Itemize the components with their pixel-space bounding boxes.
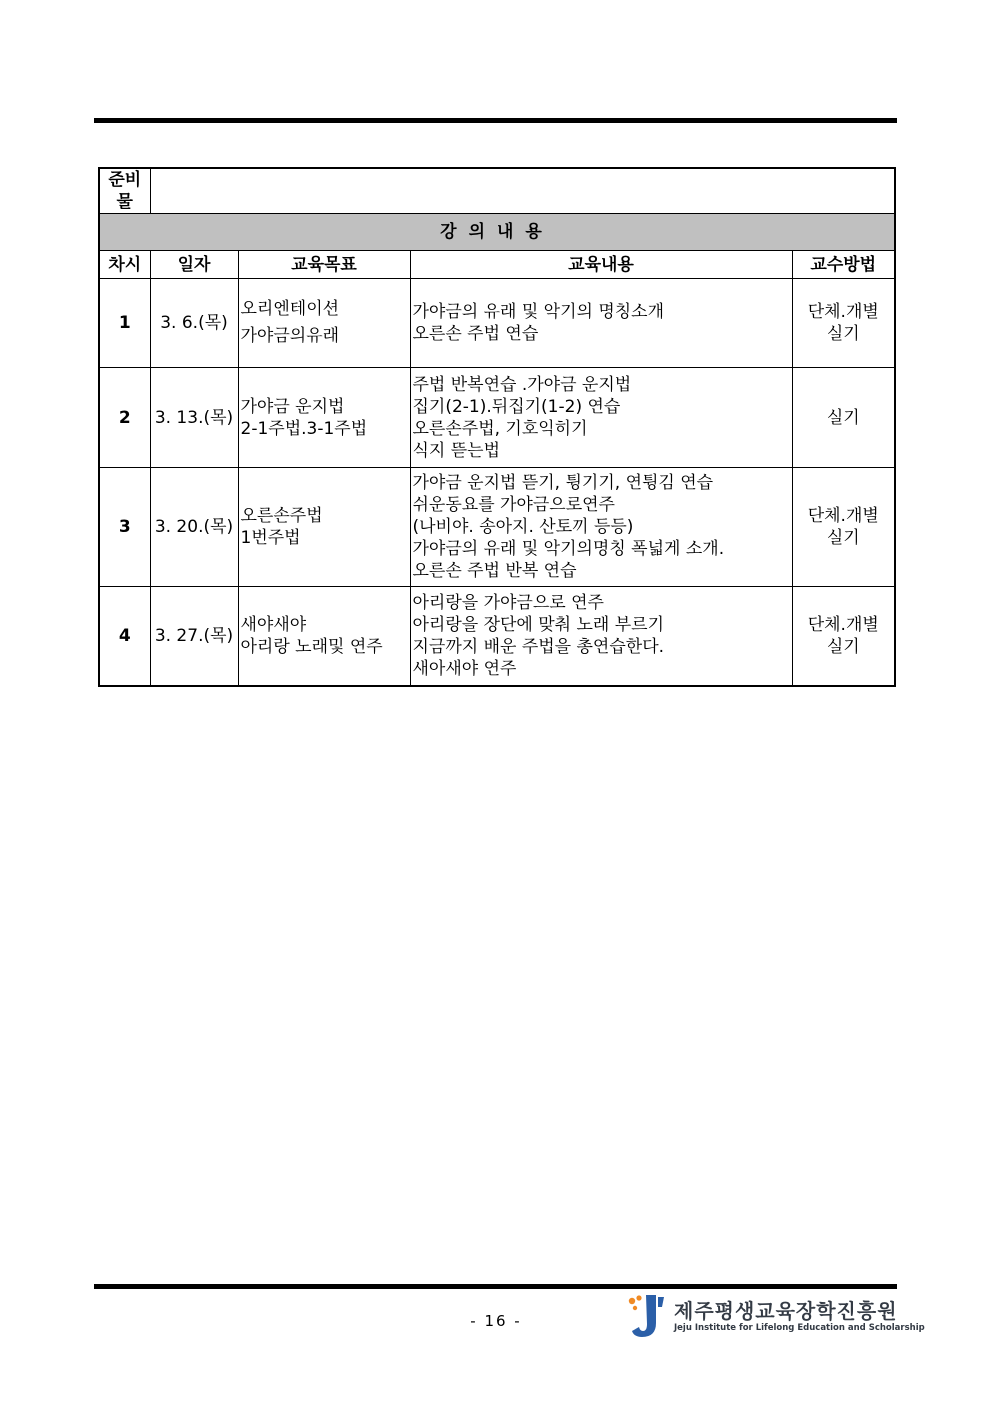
content-line: 오른손 주법 반복 연습 xyxy=(412,561,577,581)
session-goal xyxy=(238,279,410,368)
page-number: - 16 - xyxy=(470,1312,522,1330)
content-line: 주법 반복연습 .가야금 운지법 xyxy=(412,374,632,395)
session-goal xyxy=(238,368,410,468)
goal-line: 오리엔테이션 xyxy=(240,299,340,319)
session-number: 4 xyxy=(99,587,150,687)
section-row xyxy=(99,214,895,251)
goal-line: 오른손주법 xyxy=(240,506,323,526)
method-line: 실기 xyxy=(826,407,860,428)
footer-rule xyxy=(94,1284,897,1289)
content-line: 아리랑을 장단에 맞춰 노래 부르기 xyxy=(412,615,665,635)
prep-label: 준비물 xyxy=(99,168,150,214)
header-rule xyxy=(94,118,897,123)
session-content xyxy=(410,279,792,368)
header-goal: 교육목표 xyxy=(238,251,410,279)
session-date: 3. 6.(목) xyxy=(150,279,238,368)
header-session: 차시 xyxy=(99,251,150,279)
goal-line: 새야새야 xyxy=(240,615,307,635)
table-row xyxy=(99,279,895,368)
content-line: 아리랑을 가야금으로 연주 xyxy=(412,593,604,613)
goal-line: 가야금 운지법 xyxy=(240,396,345,417)
content-line: 식지 뜯는법 xyxy=(412,440,501,461)
content-line: 지금까지 배운 주법을 총연습한다. xyxy=(412,637,665,657)
content-line: 집기(2-1).뒤집기(1-2) 연습 xyxy=(412,396,621,417)
session-goal xyxy=(238,468,410,587)
session-method xyxy=(792,279,895,368)
session-method xyxy=(792,468,895,587)
content-line: 가야금 운지법 뜯기, 튕기기, 연튕김 연습 xyxy=(412,473,714,493)
header-method: 교수방법 xyxy=(792,251,895,279)
session-number: 2 xyxy=(99,368,150,468)
content-line: 오른손 주법 연습 xyxy=(412,324,539,344)
goal-line: 아리랑 노래및 연주 xyxy=(240,637,383,657)
table-row xyxy=(99,587,895,687)
org-name-en: Jeju Institute for Lifelong Education and Scholarship xyxy=(674,1323,925,1333)
content-line: (나비야. 송아지. 산토끼 등등) xyxy=(412,517,634,537)
goal-line: 1번주법 xyxy=(240,528,301,548)
session-date: 3. 27.(목) xyxy=(150,587,238,687)
method-line: 실기 xyxy=(826,637,860,657)
header-content: 교육내용 xyxy=(410,251,792,279)
method-line: 단체.개별 xyxy=(807,615,879,635)
session-date: 3. 20.(목) xyxy=(150,468,238,587)
org-logo xyxy=(626,1293,925,1343)
org-logo-icon xyxy=(626,1293,666,1339)
method-line: 단체.개별 xyxy=(807,302,879,322)
prep-value xyxy=(150,168,895,214)
table-row xyxy=(99,468,895,587)
goal-line: 2-1주법.3-1주법 xyxy=(240,418,368,439)
table-row xyxy=(99,368,895,468)
section-title: 강의내용 xyxy=(99,214,895,251)
session-number: 1 xyxy=(99,279,150,368)
session-content xyxy=(410,587,792,687)
content-line: 오른손주법, 기호익히기 xyxy=(412,418,588,439)
method-line: 실기 xyxy=(826,324,860,344)
lecture-plan-table xyxy=(98,167,896,687)
goal-line: 가야금의유래 xyxy=(240,326,340,346)
method-line: 단체.개별 xyxy=(807,506,879,526)
method-line: 실기 xyxy=(826,528,860,548)
content-line: 새아새야 연주 xyxy=(412,659,517,679)
session-goal xyxy=(238,587,410,687)
content-line: 가야금의 유래 및 악기의명칭 폭넓게 소개. xyxy=(412,539,725,559)
column-header-row xyxy=(99,251,895,279)
header-date: 일자 xyxy=(150,251,238,279)
session-number: 3 xyxy=(99,468,150,587)
session-content xyxy=(410,368,792,468)
prep-row xyxy=(99,168,895,214)
session-date: 3. 13.(목) xyxy=(150,368,238,468)
session-content xyxy=(410,468,792,587)
content-line: 가야금의 유래 및 악기의 명칭소개 xyxy=(412,302,665,322)
org-name: 제주평생교육장학진흥원 xyxy=(674,1299,898,1323)
session-method xyxy=(792,368,895,468)
session-method xyxy=(792,587,895,687)
content-line: 쉬운동요를 가야금으로연주 xyxy=(412,495,615,515)
